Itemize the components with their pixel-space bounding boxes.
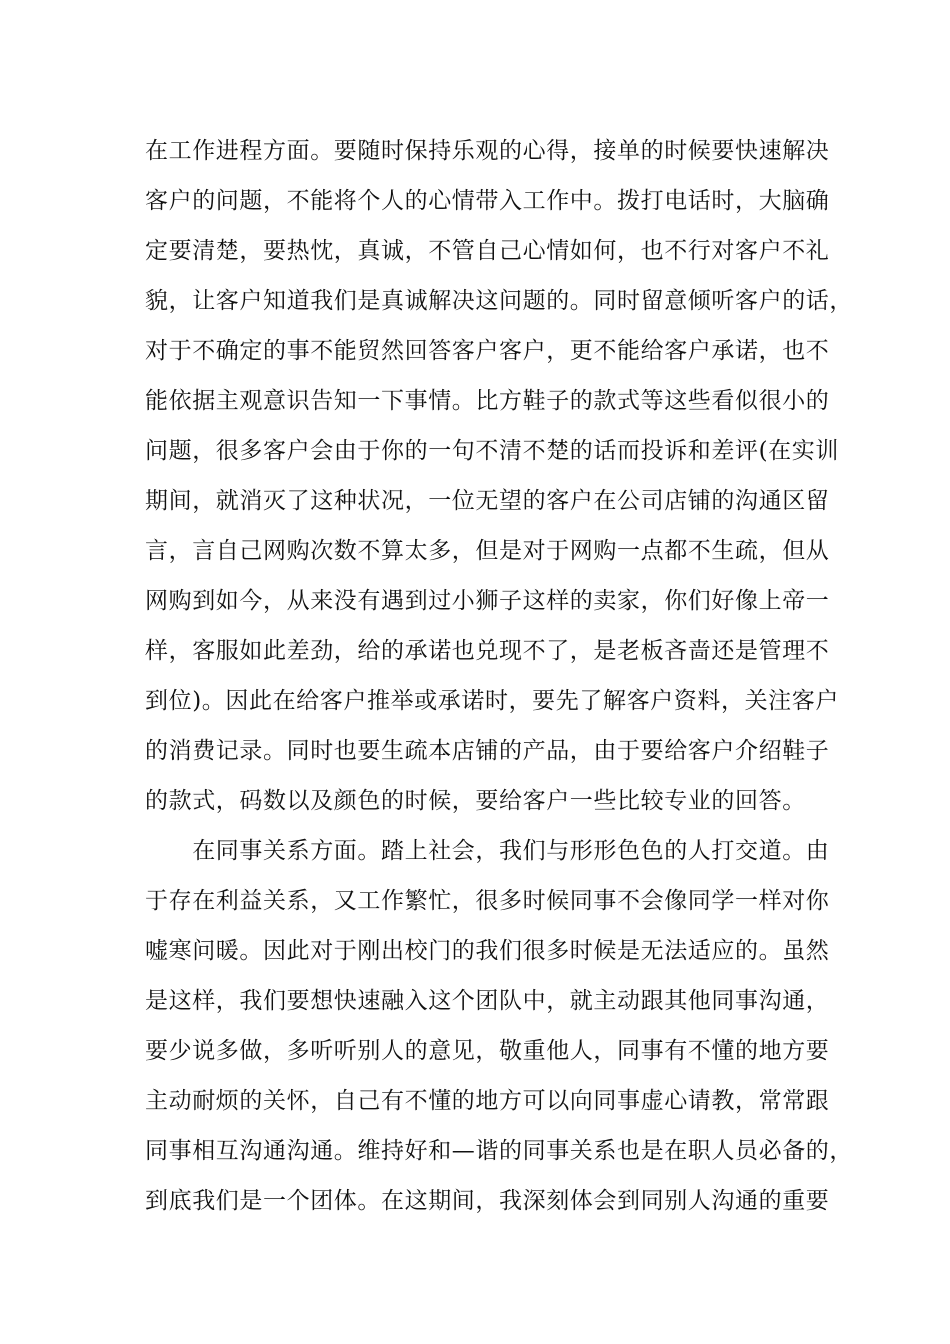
text-line-22: 到底我们是一个团体。在这期间，我深刻体会到同别人沟通的重要 [145,1188,830,1214]
text-line-18: 是这样，我们要想快速融入这个团队中，就主动跟其他同事沟通， [145,988,830,1014]
text-line-8: 期间，就消灭了这种状况，一位无望的客户在公司店铺的沟通区留 [145,488,830,514]
text-line-6: 能依据主观意识告知一下事情。比方鞋子的款式等这些看似很小的 [145,388,830,414]
text-line-5: 对于不确定的事不能贸然回答客户客户，更不能给客户承诺，也不 [145,338,830,364]
text-line-11: 样，客服如此差劲，给的承诺也兑现不了，是老板吝啬还是管理不 [145,638,830,664]
text-line-13: 的消费记录。同时也要生疏本店铺的产品，由于要给客户介绍鞋子 [145,738,830,764]
text-line-15: 在同事关系方面。踏上社会，我们与形形色色的人打交道。由 [145,838,830,864]
text-line-16: 于存在利益关系，又工作繁忙，很多时候同事不会像同学一样对你 [145,888,830,914]
text-line-10: 网购到如今，从来没有遇到过小狮子这样的卖家，你们好像上帝一 [145,588,830,614]
text-line-4: 貌，让客户知道我们是真诚解决这问题的。同时留意倾听客户的话， [145,288,853,314]
text-line-2: 客户的问题，不能将个人的心情带入工作中。拨打电话时，大脑确 [145,188,830,214]
text-line-19: 要少说多做，多听听别人的意见，敬重他人，同事有不懂的地方要 [145,1038,830,1064]
text-line-1: 在工作进程方面。要随时保持乐观的心得，接单的时候要快速解决 [145,138,830,164]
body-text [145,126,853,1226]
text-line-17: 嘘寒问暖。因此对于刚出校门的我们很多时候是无法适应的。虽然 [145,938,830,964]
text-line-12: 到位)。因此在给客户推举或承诺时，要先了解客户资料，关注客户 [145,688,839,714]
text-line-14: 的款式，码数以及颜色的时候，要给客户一些比较专业的回答。 [145,788,806,814]
text-line-9: 言，言自己网购次数不算太多，但是对于网购一点都不生疏，但从 [145,538,830,564]
text-line-20: 主动耐烦的关怀，自己有不懂的地方可以向同事虚心请教，常常跟 [145,1088,830,1114]
text-line-3: 定要清楚，要热忱，真诚，不管自己心情如何，也不行对客户不礼 [145,238,830,264]
text-line-21: 同事相互沟通沟通。维持好和—谐的同事关系也是在职人员必备的， [145,1138,853,1164]
text-line-7: 问题，很多客户会由于你的一句不清不楚的话而投诉和差评(在实训 [145,438,839,464]
